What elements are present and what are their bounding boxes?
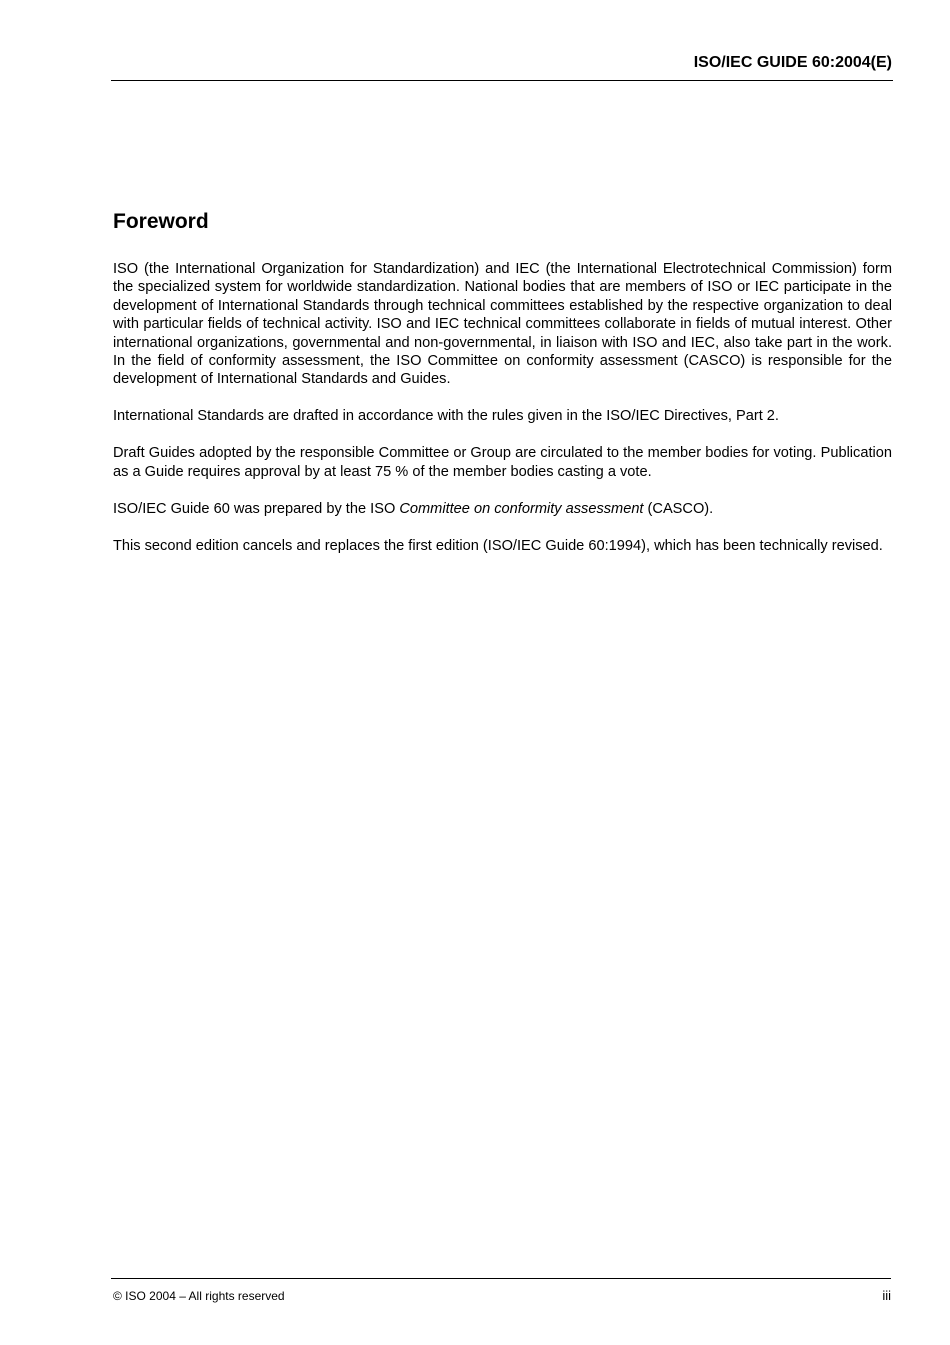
preparation-text-start: ISO/IEC Guide 60 was prepared by the ISO	[113, 500, 400, 517]
paragraph-edition: This second edition cancels and replaces the first edition (ISO/IEC Guide 60:1994), which has been technically revised.	[113, 537, 883, 554]
paragraph-organizations: ISO (the International Organization for Standardization) and IEC (the International Electrotechnical Commission) form the specialized system for worldwide standardization. National bodies that are members of ISO or IEC participate in the development of International Standards through technical committees established by the respective organization to deal with particular fields of technical activity. ISO and IEC technical committees collaborate in fields of mutual interest. Other international organizations, governmental and non-governmental, in liaison with ISO and IEC, also take part in the work. In the field of conformity assessment, the ISO Committee on conformity assessment (CASCO) is responsible for the development of International Standards and Guides.	[113, 261, 892, 388]
paragraph-drafting-rules: International Standards are drafted in accordance with the rules given in the ISO/IEC Directives, Part 2.	[113, 408, 779, 425]
paragraph-voting: Draft Guides adopted by the responsible Committee or Group are circulated to the member bodies for voting. Publication as a Guide requires approval by at least 75 % of the member bodies casting a vote.	[113, 445, 892, 480]
footer-rule	[111, 1278, 891, 1279]
header-rule	[111, 80, 893, 81]
copyright-notice: © ISO 2004 – All rights reserved	[113, 1289, 285, 1303]
foreword-body	[113, 260, 892, 574]
paragraph-preparation	[113, 500, 892, 518]
document-id-header: ISO/IEC GUIDE 60:2004(E)	[693, 54, 892, 71]
page-number: iii	[882, 1288, 891, 1303]
preparation-text-end: (CASCO).	[643, 500, 714, 517]
page-title: Foreword	[113, 210, 209, 233]
committee-name: Committee on conformity assessment	[399, 500, 644, 517]
